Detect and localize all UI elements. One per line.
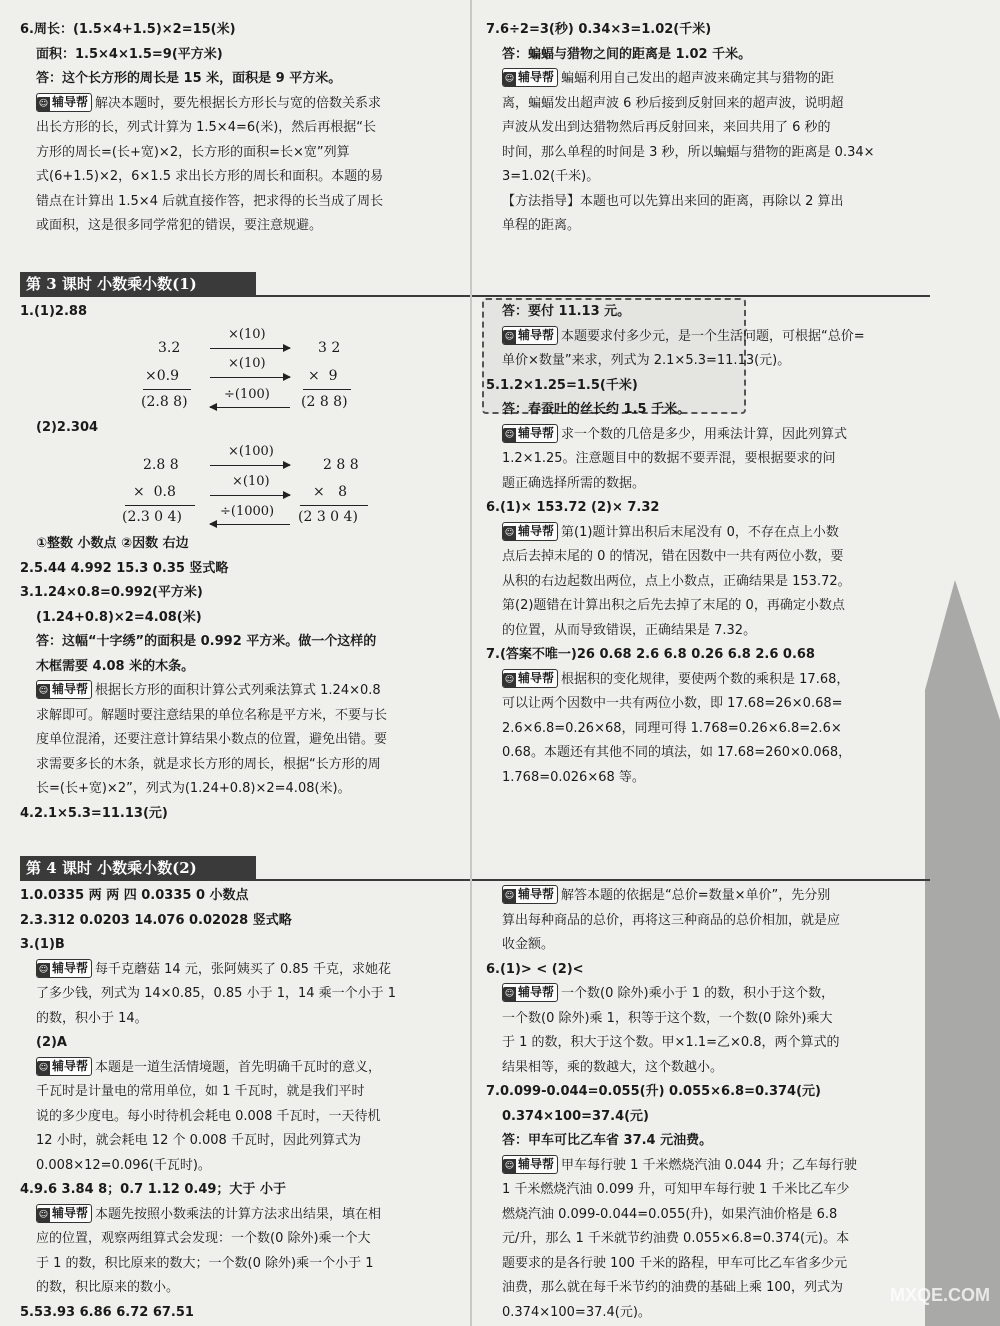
calc-arrow-label: ×(100) bbox=[228, 444, 274, 459]
teacher-icon: ☺ bbox=[504, 74, 515, 84]
section-rule bbox=[472, 879, 930, 881]
teacher-icon: ☺ bbox=[38, 1062, 49, 1073]
calc-arrow-label: ×(10) bbox=[228, 356, 266, 371]
teacher-icon: ☺ bbox=[38, 964, 49, 975]
calc-underline bbox=[300, 505, 368, 506]
helper-tag: ☺ 辅导帮 bbox=[36, 680, 92, 699]
answer-line: 4.2.1×5.3=11.13(元) bbox=[20, 805, 168, 821]
hint-text: 题要求的是各行驶 100 千米的路程，甲车可比乙车省多少元 bbox=[502, 1255, 848, 1271]
teacher-icon: ☺ bbox=[504, 1160, 515, 1171]
answer-line: 6.周长：(1.5×4+1.5)×2=15(米) bbox=[20, 22, 236, 37]
hint-text: 的数，积小于 14。 bbox=[36, 1010, 148, 1026]
s3-right-block bbox=[486, 300, 926, 790]
s3-left-q1b bbox=[36, 416, 236, 441]
answer-line: 1.0.0335 两 两 四 0.0335 0 小数点 bbox=[20, 888, 249, 903]
teacher-icon: ☺ bbox=[38, 98, 49, 109]
hint-text: 声波从发出到达猎物然后再反射回来，来回共用了 6 秒的 bbox=[502, 120, 831, 135]
hint-text: 解答本题的依据是“总价=数量×单价”，先分别 bbox=[561, 888, 831, 903]
calc-text: × 9 bbox=[308, 368, 338, 384]
answer-line: 5.1.2×1.25=1.5(千米) bbox=[486, 377, 638, 393]
teacher-icon: ☺ bbox=[504, 527, 515, 538]
hint-text: 第(2)题错在计算出积之后先去掉了末尾的 0，再确定小数点 bbox=[502, 598, 845, 613]
helper-tag: ☺ 辅导帮 bbox=[502, 983, 558, 1002]
teacher-icon: ☺ bbox=[504, 989, 515, 999]
calc-underline bbox=[125, 505, 195, 506]
hint-text: 点后去掉末尾的 0 的情况，错在因数中一共有两位小数，要 bbox=[502, 549, 844, 564]
helper-tag: ☺ 辅导帮 bbox=[502, 522, 558, 541]
calc-text: ×0.9 bbox=[145, 368, 179, 384]
hint-text: 1.768=0.026×68 等。 bbox=[502, 769, 645, 785]
hint-text: 甲车每行驶 1 千米燃烧汽油 0.044 升；乙车每行驶 bbox=[561, 1157, 858, 1173]
calc-arrow-label: ×(10) bbox=[232, 474, 270, 489]
answer-line: 答：甲车可比乙车省 37.4 元油费。 bbox=[502, 1133, 713, 1148]
calc-text: 3.2 bbox=[158, 340, 181, 356]
hint-text: 0.68。本题还有其他不同的填法，如 17.68=260×0.068， bbox=[502, 745, 852, 760]
hint-text: 求需要多长的木条，就是求长方形的周长，根据“长方形的周 bbox=[36, 756, 381, 772]
helper-tag: ☺ 辅导帮 bbox=[502, 424, 558, 443]
arrow-left bbox=[210, 407, 290, 408]
hint-text: 3=1.02(千米)。 bbox=[502, 169, 600, 184]
section-rule bbox=[472, 295, 930, 297]
hint-text: 千瓦时是计量电的常用单位，如 1 千瓦时，就是我们平时 bbox=[36, 1084, 365, 1099]
answer-line: 答：这幅“十字绣”的面积是 0.992 平方米。做一个这样的 bbox=[36, 634, 377, 649]
hint-text: 0.374×100=37.4(元)。 bbox=[502, 1304, 651, 1320]
hint-text: 解决本题时，要先根据长方形长与宽的倍数关系求 bbox=[95, 95, 382, 111]
helper-tag: ☺ 辅导帮 bbox=[36, 1057, 92, 1076]
calc-underline bbox=[143, 389, 191, 390]
section-title: 第 4 课时 小数乘小数(2) bbox=[20, 856, 256, 880]
teacher-icon: ☺ bbox=[504, 429, 515, 440]
hint-text: 1 千米燃烧汽油 0.099 升，可知甲车每行驶 1 千米比乙车少 bbox=[502, 1182, 850, 1197]
hint-text: 的数，积比原来的数小。 bbox=[36, 1280, 180, 1295]
answer-line: 3.1.24×0.8=0.992(平方米) bbox=[20, 585, 203, 600]
hint-text: 第(1)题计算出积后末尾没有 0，不存在点上小数 bbox=[561, 524, 839, 540]
arrow-right bbox=[210, 465, 290, 466]
hint-text: 收金额。 bbox=[502, 937, 555, 952]
hint-text: 或面积，这是很多同学常犯的错误，要注意规避。 bbox=[36, 218, 323, 233]
hint-text: 根据长方形的面积计算公式列乘法算式 1.24×0.8 bbox=[95, 683, 381, 698]
hint-text: 油费，那么就在每千米节约的油费的基础上乘 100，列式为 bbox=[502, 1280, 843, 1295]
answer-line: 6.(1)> < (2)< bbox=[486, 961, 584, 977]
arrow-right bbox=[210, 377, 290, 378]
method-text: 单程的距离。 bbox=[502, 218, 581, 233]
hint-text: 1.2×1.25。注意题目中的数据不要弄混，要根据要求的问 bbox=[502, 451, 836, 466]
hint-text: 本题要求付多少元，是一个生活问题，可根据“总价= bbox=[561, 328, 865, 344]
section-rule bbox=[20, 879, 470, 881]
calc-text: 2.8 8 bbox=[143, 457, 179, 473]
teacher-icon: ☺ bbox=[38, 1209, 49, 1220]
calc-text: × 0.8 bbox=[133, 484, 176, 500]
hint-text: 于 1 的数，积大于这个数。甲×1.1=乙×0.8，两个算式的 bbox=[502, 1035, 840, 1050]
helper-tag: ☺ 辅导帮 bbox=[502, 885, 558, 904]
hint-text: 度单位混淆，还要注意计算结果小数点的位置，避免出错。要 bbox=[36, 732, 388, 747]
column-divider bbox=[470, 0, 472, 1326]
hint-text: 本题是一道生活情境题，首先明确千瓦时的意义， bbox=[95, 1059, 382, 1075]
hint-text: 每千克蘑菇 14 元，张阿姨买了 0.85 千克，求她花 bbox=[95, 961, 392, 977]
answer-line: 3.(1)B bbox=[20, 937, 65, 952]
hint-text: 12 小时，就会耗电 12 个 0.008 千瓦时，因此列算式为 bbox=[36, 1133, 361, 1148]
answer-line: (1.24+0.8)×2=4.08(米) bbox=[36, 609, 202, 625]
answer-line: 木框需要 4.08 米的木条。 bbox=[36, 658, 195, 674]
answer-line: 0.374×100=37.4(元) bbox=[502, 1108, 649, 1124]
answer-line: 答：蝙蝠与猎物之间的距离是 1.02 千米。 bbox=[502, 46, 752, 62]
hint-text: 的位置，从而导致错误，正确结果是 7.32。 bbox=[502, 622, 757, 638]
answer-line: ①整数 小数点 ②因数 右边 bbox=[36, 536, 189, 551]
hint-text: 式(6+1.5)×2，6×1.5 求出长方形的周长和面积。本题的易 bbox=[36, 169, 384, 184]
helper-tag: ☺ 辅导帮 bbox=[36, 93, 92, 112]
answer-line: 7.0.099-0.044=0.055(升) 0.055×6.8=0.374(元) bbox=[486, 1084, 821, 1099]
arrow-left bbox=[210, 524, 290, 525]
calc-text: × 8 bbox=[313, 484, 347, 500]
hint-text: 燃烧汽油 0.099-0.044=0.055(升)，如果汽油价格是 6.8 bbox=[502, 1206, 838, 1222]
arrow-right bbox=[210, 348, 290, 349]
helper-tag: ☺ 辅导帮 bbox=[502, 669, 558, 688]
calc-text: 2 8 8 bbox=[323, 457, 359, 473]
answer-line: 7.(答案不唯一)26 0.68 2.6 6.8 0.26 6.8 2.6 0.68 bbox=[486, 647, 815, 662]
teacher-icon: ☺ bbox=[504, 674, 515, 685]
hint-text: 蝙蝠利用自己发出的超声波来确定其与猎物的距 bbox=[561, 71, 835, 86]
hint-text: 出长方形的长，列式计算为 1.5×4=6(米)，然后再根据“长 bbox=[36, 120, 377, 135]
answer-line: 面积：1.5×4×1.5=9(平方米) bbox=[36, 46, 223, 62]
answer-line: 答：这个长方形的周长是 15 米，面积是 9 平方米。 bbox=[36, 71, 342, 86]
hint-text: 求一个数的几倍是多少，用乘法计算，因此列算式 bbox=[561, 426, 848, 442]
arrow-right bbox=[210, 495, 290, 496]
hint-text: 根据积的变化规律，要使两个数的乘积是 17.68， bbox=[561, 671, 850, 687]
hint-text: 2.6×6.8=0.26×68，同理可得 1.768=0.26×6.8=2.6× bbox=[502, 720, 842, 736]
hint-text: 说的多少度电。每小时待机会耗电 0.008 千瓦时，一天待机 bbox=[36, 1108, 381, 1124]
answer-line: 1.(1)2.88 bbox=[20, 304, 87, 319]
s4-left-block bbox=[20, 884, 460, 1325]
hint-text: 算出每种商品的总价，再将这三种商品的总价相加，就是应 bbox=[502, 912, 841, 928]
s3-left-block bbox=[20, 300, 460, 325]
hint-text: 长=(长+宽)×2”，列式为(1.24+0.8)×2=4.08(米)。 bbox=[36, 781, 351, 796]
helper-tag: ☺ 辅导帮 bbox=[502, 1155, 558, 1174]
hint-text: 题正确选择所需的数据。 bbox=[502, 475, 646, 491]
teacher-icon: ☺ bbox=[38, 686, 49, 696]
hint-text: 于 1 的数，积比原来的数大；一个数(0 除外)乘一个小于 1 bbox=[36, 1255, 374, 1271]
hint-text: 错点在计算出 1.5×4 后就直接作答，把求得的长当成了周长 bbox=[36, 193, 384, 209]
s3-left-rest bbox=[20, 532, 460, 826]
hint-text: 从积的右边起数出两位，点上小数点，正确结果是 153.72。 bbox=[502, 573, 851, 589]
answer-line: 答：春蚕吐的丝长约 1.5 千米。 bbox=[502, 402, 691, 417]
calc-text: (2.3 0 4) bbox=[122, 509, 182, 525]
s4-right-block bbox=[486, 884, 926, 1325]
section-title: 第 3 课时 小数乘小数(1) bbox=[20, 272, 256, 296]
hint-text: 一个数(0 除外)乘小于 1 的数，积小于这个数， bbox=[561, 986, 835, 1001]
hint-text: 离，蝙蝠发出超声波 6 秒后接到反射回来的超声波，说明超 bbox=[502, 95, 844, 111]
hint-text: 单价×数量”来求，列式为 2.1×5.3=11.13(元)。 bbox=[502, 353, 791, 368]
hint-text: 本题先按照小数乘法的计算方法求出结果，填在相 bbox=[95, 1206, 382, 1222]
helper-tag: ☺ 辅导帮 bbox=[36, 959, 92, 978]
calc-arrow-label: ×(10) bbox=[228, 327, 266, 342]
calc-text: (2 8 8) bbox=[301, 394, 348, 410]
answer-line: 7.6÷2=3(秒) 0.34×3=1.02(千米) bbox=[486, 22, 712, 37]
calc-underline bbox=[303, 389, 351, 390]
hint-text: 求解即可。解题时要注意结果的单位名称是平方米，不要与长 bbox=[36, 707, 388, 723]
calc-text: (2.8 8) bbox=[141, 394, 188, 410]
answer-line: 2.3.312 0.0203 14.076 0.02028 竖式略 bbox=[20, 912, 292, 928]
calc-text: (2 3 0 4) bbox=[298, 509, 358, 525]
hint-text: 应的位置，观察两组算式会发现：一个数(0 除外)乘一个大 bbox=[36, 1231, 371, 1246]
calc-text: 3 2 bbox=[318, 340, 341, 356]
helper-tag: ☺ 辅导帮 bbox=[502, 68, 558, 87]
hint-text: 结果相等，乘的数越大，这个数越小。 bbox=[502, 1059, 724, 1075]
answer-line: 4.9.6 3.84 8；0.7 1.12 0.49；大于 小于 bbox=[20, 1182, 286, 1197]
watermark-logo: MXQE.COM bbox=[889, 1285, 990, 1305]
hint-text: 0.008×12=0.096(千瓦时)。 bbox=[36, 1157, 211, 1173]
right-top-block bbox=[486, 18, 926, 239]
calc-arrow-label: ÷(100) bbox=[224, 387, 270, 402]
answer-line: 6.(1)× 153.72 (2)× 7.32 bbox=[486, 500, 660, 515]
method-text: 【方法指导】本题也可以先算出来回的距离，再除以 2 算出 bbox=[502, 193, 844, 209]
hint-text: 时间，那么单程的时间是 3 秒，所以蝙蝠与猎物的距离是 0.34× bbox=[502, 144, 875, 160]
left-top-block bbox=[20, 18, 460, 239]
hint-text: 一个数(0 除外)乘 1，积等于这个数，一个数(0 除外)乘大 bbox=[502, 1010, 833, 1026]
helper-tag: ☺ 辅导帮 bbox=[36, 1204, 92, 1223]
helper-tag: ☺ 辅导帮 bbox=[502, 326, 558, 345]
teacher-icon: ☺ bbox=[504, 331, 515, 342]
hint-text: 元/升，那么 1 千米就节约油费 0.055×6.8=0.374(元)。本 bbox=[502, 1231, 850, 1246]
teacher-icon: ☺ bbox=[504, 891, 515, 901]
section-rule bbox=[20, 295, 470, 297]
answer-line: 答：要付 11.13 元。 bbox=[502, 304, 631, 319]
answer-line: (2)A bbox=[36, 1035, 67, 1050]
answer-line: 2.5.44 4.992 15.3 0.35 竖式略 bbox=[20, 560, 229, 576]
hint-text: 方形的周长=(长+宽)×2，长方形的面积=长×宽”列算 bbox=[36, 144, 350, 160]
answer-line: 5.53.93 6.86 6.72 67.51 bbox=[20, 1304, 194, 1320]
hint-text: 了多少钱，列式为 14×0.85，0.85 小于 1，14 乘一个小于 1 bbox=[36, 986, 397, 1001]
calc-arrow-label: ÷(1000) bbox=[220, 504, 275, 519]
hint-text: 可以让两个因数中一共有两位小数，即 17.68=26×0.68= bbox=[502, 696, 843, 711]
answer-line: (2)2.304 bbox=[36, 420, 99, 435]
